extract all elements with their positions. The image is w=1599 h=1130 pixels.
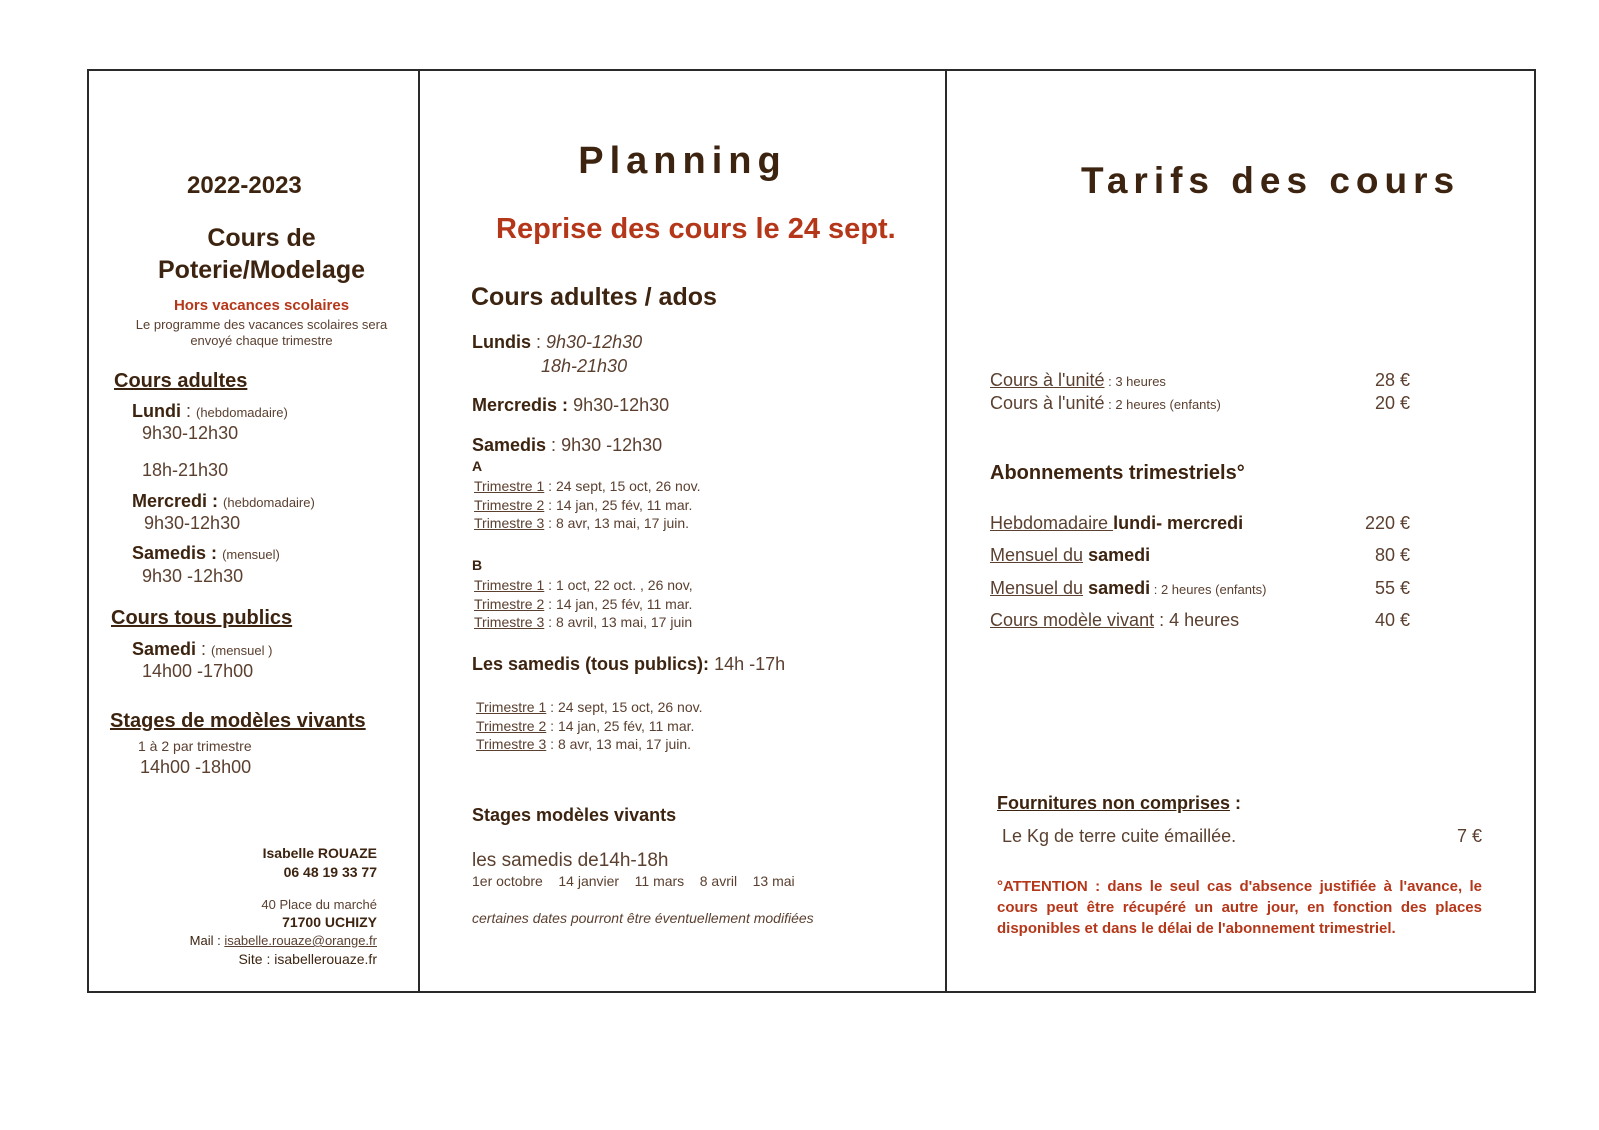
trimestre-link[interactable]: Trimestre 3 xyxy=(476,736,547,752)
group-a-row xyxy=(474,514,700,533)
tous-publics-label: Les samedis (tous publics): xyxy=(472,654,710,674)
mail-label: Mail : xyxy=(189,933,225,948)
stages-time: 14h00 -18h00 xyxy=(140,757,252,777)
trimestre-dates: : 1 oct, 22 oct. , 26 nov, xyxy=(544,577,693,593)
trimestre-link[interactable]: Trimestre 3 xyxy=(474,515,545,531)
year-label: 2022-2023 xyxy=(187,172,302,199)
cours-unite-detail: : 2 heures (enfants) xyxy=(1104,397,1221,412)
stages-heading: Stages de modèles vivants xyxy=(110,710,366,732)
group-b-row xyxy=(474,613,693,632)
mensuel-day: samedi xyxy=(1083,545,1151,565)
cours-unite-link[interactable]: Cours à l'unité xyxy=(990,370,1105,390)
hebdo-link[interactable]: Hebdomadaire xyxy=(990,513,1114,533)
mercredis-label: Mercredis : xyxy=(472,395,569,415)
samedi-time: 14h00 -17h00 xyxy=(142,661,254,681)
column-divider-right xyxy=(945,69,947,993)
price-value: 220 € xyxy=(1364,513,1410,533)
dates-note: certaines dates pourront être éventuellement modifiées xyxy=(472,910,814,926)
price-value: 55 € xyxy=(1374,578,1410,598)
tarif-row-modele xyxy=(990,610,1410,636)
trimestre-dates: : 14 jan, 25 fév, 11 mar. xyxy=(544,595,693,612)
tous-publics-row xyxy=(472,654,785,675)
contact-phone: 06 48 19 33 77 xyxy=(283,864,377,880)
lundi-row xyxy=(132,401,288,422)
mensuel-day: samedi xyxy=(1083,578,1151,598)
samedi-sep: : xyxy=(196,639,212,659)
mercredis-row xyxy=(472,395,669,416)
address-line-2: 71700 UCHIZY xyxy=(282,914,377,930)
stages-modeles-line: les samedis de14h-18h xyxy=(472,850,669,871)
trimestre-link[interactable]: Trimestre 2 xyxy=(474,595,545,612)
site-link[interactable]: Site : isabellerouaze.fr xyxy=(238,951,377,967)
tous-publics-time: 14h -17h xyxy=(714,654,786,674)
mensuel-link[interactable]: Mensuel du xyxy=(990,578,1084,598)
trimestre-dates: : 8 avril, 13 mai, 17 juin xyxy=(544,614,693,630)
trimestre-dates: : 8 avr, 13 mai, 17 juin. xyxy=(544,515,690,531)
price-value: 7 € xyxy=(1456,826,1482,846)
mail-row xyxy=(190,933,377,948)
group-b-row xyxy=(474,595,693,614)
samedis-note: (mensuel) xyxy=(222,547,280,562)
mercredi-label: Mercredi : xyxy=(132,491,219,511)
trimestre-link[interactable]: Trimestre 2 xyxy=(476,717,547,734)
group-b-label: B xyxy=(472,557,483,573)
tous-publics-schedule xyxy=(476,698,702,754)
tarifs-title: Tarifs des cours xyxy=(1081,160,1461,201)
cours-tous-publics-heading: Cours tous publics xyxy=(111,607,293,629)
trimestre-dates: : 24 sept, 15 oct, 26 nov. xyxy=(544,478,701,494)
tarif-row-unite-2h xyxy=(990,393,1410,419)
samedis-time-middle: 9h30 -12h30 xyxy=(561,435,663,455)
hors-vacances-label: Hors vacances scolaires xyxy=(173,297,350,314)
trimestre-dates: : 14 jan, 25 fév, 11 mar. xyxy=(544,496,693,513)
cours-unite-label: Cours à l'unité xyxy=(990,393,1105,413)
price-value: 28 € xyxy=(1374,370,1410,390)
abonnements-heading: Abonnements trimestriels° xyxy=(990,462,1245,484)
lundi-time-1: 9h30-12h30 xyxy=(142,423,239,443)
samedis-row xyxy=(132,543,280,564)
title-line-1: Cours de xyxy=(207,224,316,252)
samedi-note: (mensuel ) xyxy=(211,643,273,658)
fournitures-colon: : xyxy=(1230,793,1242,813)
samedis-time: 9h30 -12h30 xyxy=(142,566,244,586)
cours-adultes-heading: Cours adultes xyxy=(114,370,248,392)
mercredi-row xyxy=(132,491,315,512)
group-a-schedule xyxy=(474,477,700,533)
trimestre-dates: : 8 avr, 13 mai, 17 juin. xyxy=(546,736,692,752)
group-a-label: A xyxy=(472,458,483,474)
stages-frequency: 1 à 2 par trimestre xyxy=(138,738,252,754)
contact-name: Isabelle ROUAZE xyxy=(262,845,377,861)
samedis-label-middle: Samedis xyxy=(472,435,547,455)
mercredi-note: (hebdomadaire) xyxy=(223,495,315,510)
mensuel-link[interactable]: Mensuel du xyxy=(990,545,1084,565)
lundi-time-2: 18h-21h30 xyxy=(142,460,229,480)
tarif-row-hebdo xyxy=(990,513,1410,539)
tous-row xyxy=(476,735,702,754)
trimestre-dates: : 24 sept, 15 oct, 26 nov. xyxy=(546,699,703,715)
tarif-row-terre xyxy=(1002,826,1482,852)
mercredis-time: 9h30-12h30 xyxy=(573,395,670,415)
attention-notice: °ATTENTION : dans le seul cas d'absence justifiée à l'avance, le cours peut être récupéré un autre jour, en fonction des places disponibles et dans le délai de l'abonnement trimestriel. xyxy=(997,878,1482,937)
lundi-sep: : xyxy=(180,401,196,421)
column-divider-left xyxy=(418,69,420,993)
samedis-label: Samedis : xyxy=(132,543,218,563)
trimestre-link[interactable]: Trimestre 1 xyxy=(476,699,547,715)
stages-modeles-dates: 1er octobre 14 janvier 11 mars 8 avril 13 mai xyxy=(472,873,795,889)
programme-line-2: envoyé chaque trimestre xyxy=(190,333,333,348)
tarif-row-mensuel-enfants xyxy=(990,578,1410,604)
price-value: 40 € xyxy=(1374,610,1410,630)
group-b-row xyxy=(474,576,693,595)
trimestre-link[interactable]: Trimestre 3 xyxy=(474,614,545,630)
hebdo-days: lundi- mercredi xyxy=(1113,513,1244,533)
planning-title: Planning xyxy=(578,140,787,182)
trimestre-dates: : 14 jan, 25 fév, 11 mar. xyxy=(546,717,695,734)
tous-row xyxy=(476,698,702,717)
lundi-note: (hebdomadaire) xyxy=(196,405,288,420)
fournitures-heading-row xyxy=(997,793,1241,814)
group-b-schedule xyxy=(474,576,693,632)
tous-row xyxy=(476,717,702,736)
stages-modeles-heading: Stages modèles vivants xyxy=(472,805,677,825)
cours-unite-detail: : 3 heures xyxy=(1104,374,1166,389)
trimestre-link[interactable]: Trimestre 1 xyxy=(474,577,545,593)
programme-line-1: Le programme des vacances scolaires sera xyxy=(135,317,388,332)
samedis-row-middle: Samedis : 9h30 -12h30 xyxy=(472,435,663,455)
title-line-2: Poterie/Modelage xyxy=(158,256,365,284)
samedi-label: Samedi xyxy=(132,639,197,659)
cours-adultes-ados-heading: Cours adultes / ados xyxy=(471,283,717,311)
lundi-label: Lundi xyxy=(132,401,181,421)
price-value: 80 € xyxy=(1374,545,1410,565)
mercredi-time: 9h30-12h30 xyxy=(144,513,241,533)
group-a-row xyxy=(474,496,700,515)
fournitures-heading: Fournitures non comprises xyxy=(997,793,1231,813)
mail-link[interactable]: isabelle.rouaze@orange.fr xyxy=(224,933,377,948)
samedi-row xyxy=(132,639,272,660)
tarif-row-mensuel xyxy=(990,545,1410,571)
price-value: 20 € xyxy=(1374,393,1410,413)
modele-vivant-link[interactable]: Cours modèle vivant xyxy=(990,610,1155,630)
trimestre-link[interactable]: Trimestre 1 xyxy=(474,478,545,494)
modele-vivant-detail: : 4 heures xyxy=(1154,610,1240,630)
mensuel-detail: : 2 heures (enfants) xyxy=(1150,582,1267,597)
trimestre-link[interactable]: Trimestre 2 xyxy=(474,496,545,513)
lundis-label: Lundis xyxy=(472,332,531,352)
terre-label: Le Kg de terre cuite émaillée. xyxy=(1002,826,1237,846)
lundis-time-1: 9h30-12h30 xyxy=(546,332,643,352)
reprise-label: Reprise des cours le 24 sept. xyxy=(496,213,896,245)
lundis-time-2: 18h-21h30 xyxy=(541,356,628,376)
address-line-1: 40 Place du marché xyxy=(261,897,377,912)
lundis-row: Lundis : 9h30-12h30 xyxy=(472,332,643,352)
group-a-row xyxy=(474,477,700,496)
